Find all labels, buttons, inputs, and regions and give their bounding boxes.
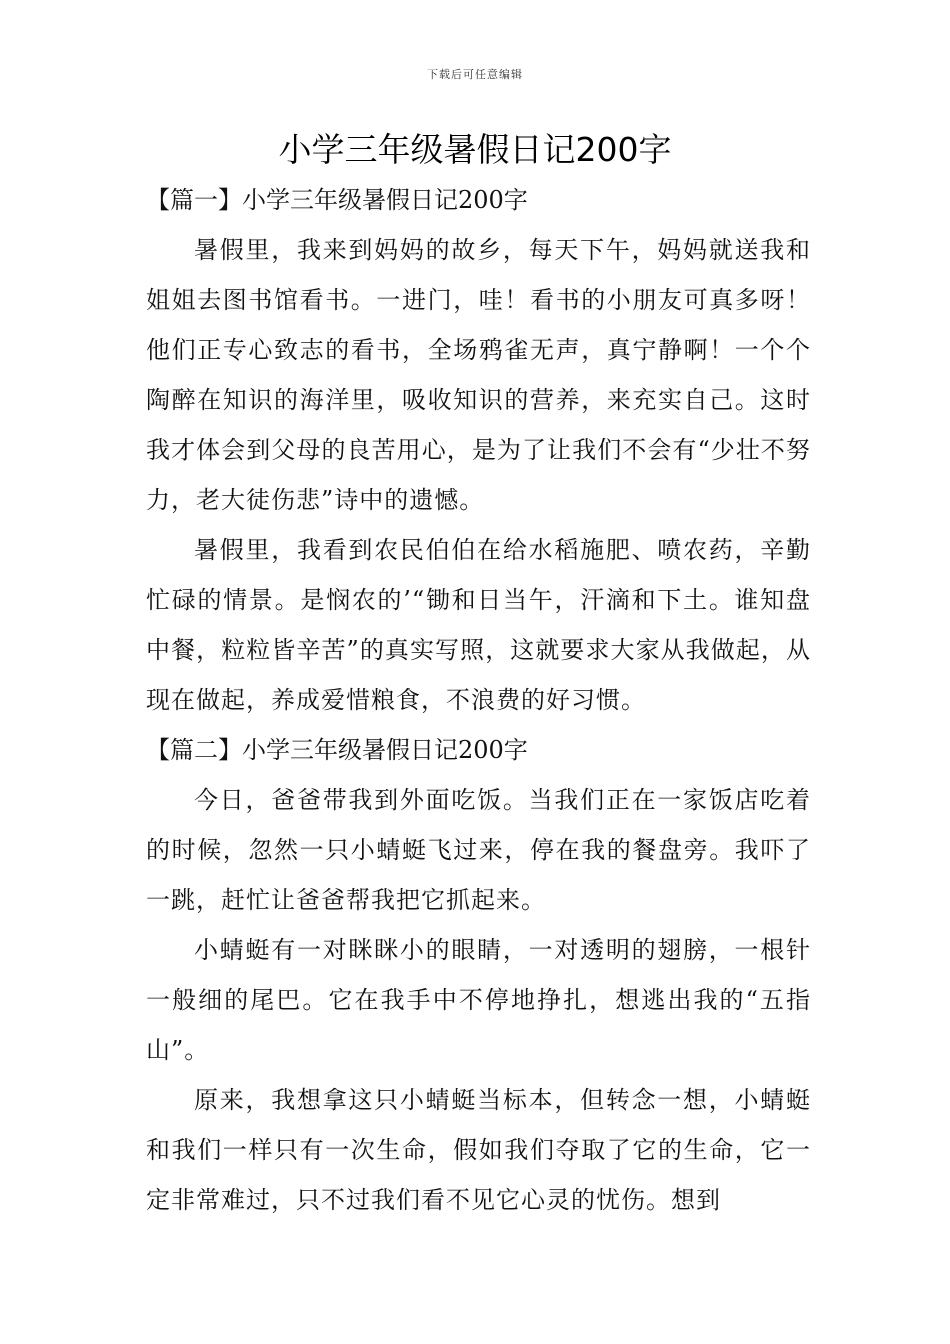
paragraph: 小蜻蜓有一对眯眯小的眼睛，一对透明的翅膀，一根针一般细的尾巴。它在我手中不停地挣扎，想逃出我的“五指山”。 [146, 936, 811, 1064]
document-title: 小学三年级暑假日记200字 [278, 130, 672, 169]
paragraph: 今日，爸爸带我到外面吃饭。当我们正在一家饭店吃着的时候，忽然一只小蜻蜓飞过来，停在我的餐盘旁。我吓了一跳，赶忙让爸爸帮我把它抓起来。 [146, 786, 811, 914]
paragraph: 暑假里，我看到农民伯伯在给水稻施肥、喷农药，辛勤忙碌的情景。是悯农的’“锄和日当午，汗滴和下土。谁知盘中餐，粒粒皆辛苦”的真实写照，这就要求大家从我做起，从现在做起，养成爱惜粮食，不浪费的好习惯。 [146, 536, 811, 714]
header-note: 下载后可任意编辑 [427, 68, 523, 81]
section-one [146, 175, 811, 725]
section-heading: 【篇一】小学三年级暑假日记200字 [146, 186, 528, 214]
section-heading: 【篇二】小学三年级暑假日记200字 [146, 736, 528, 764]
paragraph: 原来，我想拿这只小蜻蜓当标本，但转念一想，小蜻蜓和我们一样只有一次生命，假如我们夺取了它的生命，它一定非常难过，只不过我们看不见它心灵的忧伤。想到 [146, 1086, 811, 1214]
paragraph: 暑假里，我来到妈妈的故乡，每天下午，妈妈就送我和姐姐去图书馆看书。一进门，哇！看书的小朋友可真多呀！他们正专心致志的看书，全场鸦雀无声，真宁静啊！一个个陶醉在知识的海洋里，吸收知识的营养，来充实自己。这时我才体会到父母的良苦用心，是为了让我们不会有“少壮不努力，老大徒伤悲”诗中的遗憾。 [146, 236, 811, 514]
document-body [146, 175, 811, 1225]
section-two [146, 725, 811, 1225]
